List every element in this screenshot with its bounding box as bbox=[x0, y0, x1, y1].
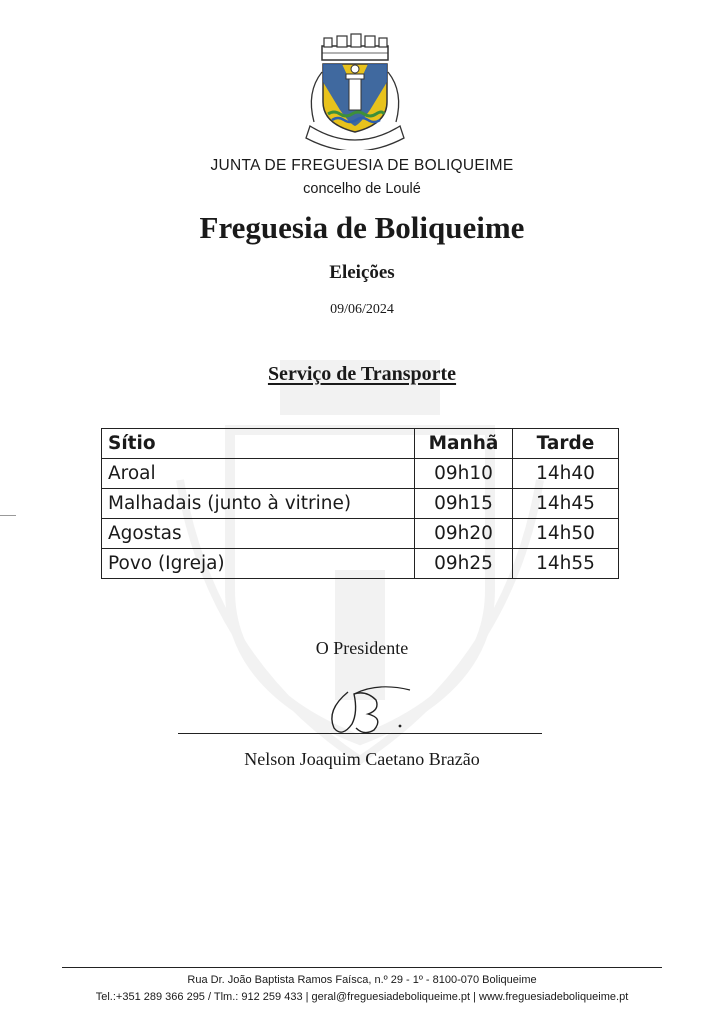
document-title: Freguesia de Boliqueime bbox=[199, 210, 525, 245]
cell-place: Malhadais (junto à vitrine) bbox=[102, 489, 415, 519]
cell-afternoon: 14h45 bbox=[513, 489, 619, 519]
section-title: Serviço de Transporte bbox=[267, 363, 457, 385]
cell-morning: 09h25 bbox=[415, 549, 513, 579]
cell-afternoon: 14h50 bbox=[513, 519, 619, 549]
margin-tick bbox=[0, 515, 16, 516]
table-row bbox=[102, 519, 619, 549]
cell-afternoon: 14h55 bbox=[513, 549, 619, 579]
cell-morning: 09h10 bbox=[415, 459, 513, 489]
coat-of-arms-icon bbox=[300, 32, 410, 150]
document-date: 09/06/2024 bbox=[330, 302, 394, 317]
footer-contacts: Tel.:+351 289 366 295 / Tlm.: 912 259 433 | geral@freguesiadeboliqueime.pt | www.freguesiadeboliqueime.pt bbox=[95, 991, 629, 1003]
cell-morning: 09h20 bbox=[415, 519, 513, 549]
table-row bbox=[102, 459, 619, 489]
table-row bbox=[102, 489, 619, 519]
table-row bbox=[102, 549, 619, 579]
document-subtitle: Eleições bbox=[329, 262, 395, 283]
column-header-place: Sítio bbox=[102, 429, 415, 459]
footer-divider bbox=[62, 967, 662, 968]
cell-place: Povo (Igreja) bbox=[102, 549, 415, 579]
footer-address: Rua Dr. João Baptista Ramos Faísca, n.º 29 - 1º - 8100-070 Boliqueime bbox=[187, 974, 537, 986]
column-header-afternoon: Tarde bbox=[513, 429, 619, 459]
cell-place: Aroal bbox=[102, 459, 415, 489]
column-header-morning: Manhã bbox=[415, 429, 513, 459]
organization-name: JUNTA DE FREGUESIA DE BOLIQUEIME bbox=[210, 157, 514, 174]
signature-line bbox=[178, 733, 542, 734]
cell-morning: 09h15 bbox=[415, 489, 513, 519]
cell-place: Agostas bbox=[102, 519, 415, 549]
handwritten-signature bbox=[318, 680, 428, 740]
cell-afternoon: 14h40 bbox=[513, 459, 619, 489]
table-header-row bbox=[102, 429, 619, 459]
transport-schedule-table bbox=[101, 428, 619, 579]
municipality-name: concelho de Loulé bbox=[303, 181, 421, 197]
signatory-role: O Presidente bbox=[315, 638, 409, 658]
signatory-name: Nelson Joaquim Caetano Brazão bbox=[244, 749, 480, 769]
